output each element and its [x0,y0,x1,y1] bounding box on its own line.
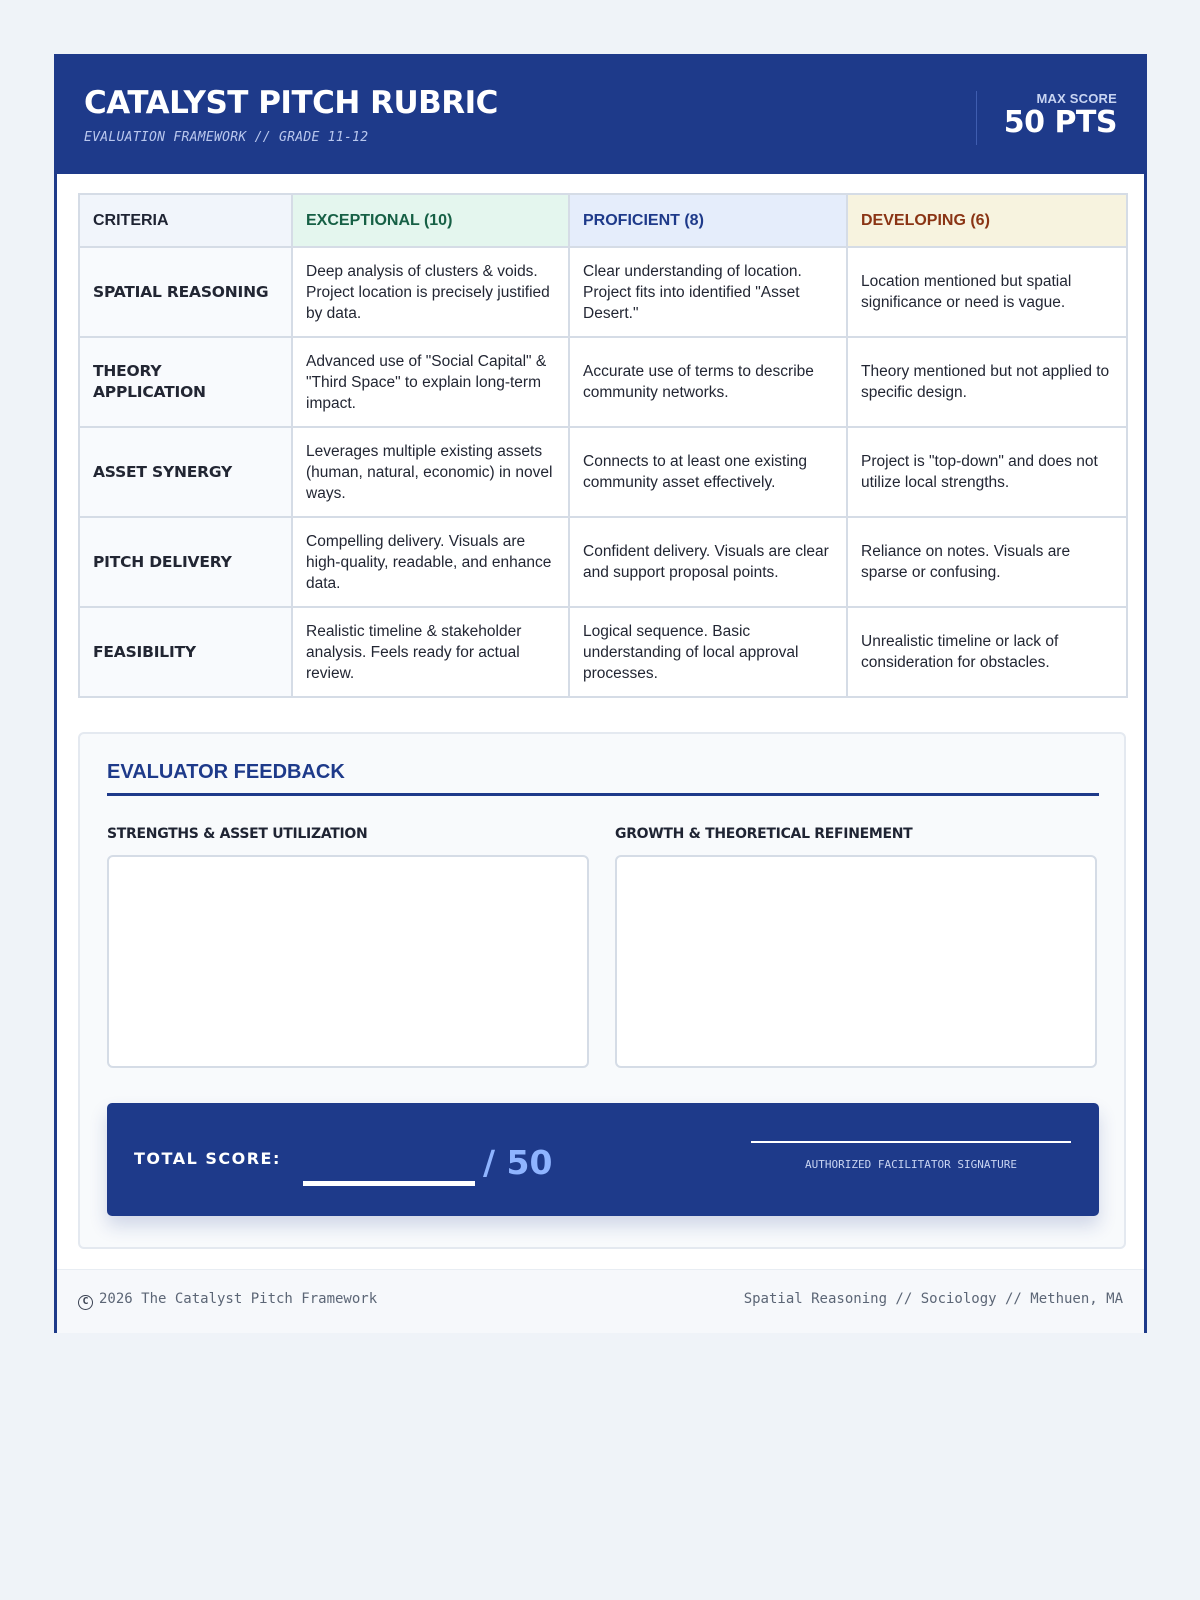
rubric-table [78,193,1128,698]
column-header-exceptional: EXCEPTIONAL (10) [292,194,569,247]
growth-label: GROWTH & THEORETICAL REFINEMENT [615,826,913,842]
max-score-value: 50 PTS [1003,105,1117,140]
max-score-label: MAX SCORE [1036,91,1117,106]
page-title: CATALYST PITCH RUBRIC [84,85,498,121]
page-subtitle: EVALUATION FRAMEWORK // GRADE 11-12 [84,130,369,145]
proficient-cell: Connects to at least one existing community asset effectively. [569,427,847,517]
signature-label: AUTHORIZED FACILITATOR SIGNATURE [805,1158,1017,1171]
exceptional-cell: Advanced use of "Social Capital" & "Third Space" to explain long-term impact. [292,337,569,427]
criteria-cell: FEASIBILITY [79,607,292,697]
proficient-cell: Logical sequence. Basic understanding of local approval processes. [569,607,847,697]
signature-line[interactable] [751,1141,1071,1143]
total-score-input[interactable] [303,1180,475,1186]
column-header-criteria: CRITERIA [79,194,292,247]
table-row [79,247,1127,337]
total-score-bar [107,1103,1099,1216]
developing-cell: Theory mentioned but not applied to specific design. [847,337,1127,427]
max-score-box [976,91,1117,145]
criteria-cell: SPATIAL REASONING [79,247,292,337]
header-banner [57,57,1144,174]
criteria-cell: THEORY APPLICATION [79,337,292,427]
proficient-cell: Confident delivery. Visuals are clear and support proposal points. [569,517,847,607]
column-header-developing: DEVELOPING (6) [847,194,1127,247]
strengths-input[interactable] [107,855,589,1068]
copyright-text: 2026 The Catalyst Pitch Framework [99,1291,378,1307]
criteria-cell: PITCH DELIVERY [79,517,292,607]
developing-cell: Project is "top-down" and does not utilize local strengths. [847,427,1127,517]
evaluator-feedback-panel [78,732,1126,1249]
table-row [79,607,1127,697]
exceptional-cell: Deep analysis of clusters & voids. Project location is precisely justified by data. [292,247,569,337]
footer [57,1269,1144,1333]
total-score-label: TOTAL SCORE: [134,1149,281,1168]
total-score-max: / 50 [483,1143,553,1182]
feedback-title: EVALUATOR FEEDBACK [107,761,1099,796]
growth-input[interactable] [615,855,1097,1068]
exceptional-cell: Compelling delivery. Visuals are high-quality, readable, and enhance data. [292,517,569,607]
rubric-sheet [54,54,1147,1333]
table-row [79,517,1127,607]
strengths-section [107,826,589,1068]
exceptional-cell: Realistic timeline & stakeholder analysis. Feels ready for actual review. [292,607,569,697]
growth-section [615,826,1097,1068]
developing-cell: Location mentioned but spatial significance or need is vague. [847,247,1127,337]
criteria-cell: ASSET SYNERGY [79,427,292,517]
footer-copyright [78,1291,377,1310]
copyright-icon: C [78,1295,93,1310]
exceptional-cell: Leverages multiple existing assets (human, natural, economic) in novel ways. [292,427,569,517]
table-header-row [79,194,1127,247]
table-row [79,337,1127,427]
strengths-label: STRENGTHS & ASSET UTILIZATION [107,826,368,842]
proficient-cell: Clear understanding of location. Project fits into identified "Asset Desert." [569,247,847,337]
column-header-proficient: PROFICIENT (8) [569,194,847,247]
proficient-cell: Accurate use of terms to describe community networks. [569,337,847,427]
developing-cell: Unrealistic timeline or lack of consideration for obstacles. [847,607,1127,697]
developing-cell: Reliance on notes. Visuals are sparse or confusing. [847,517,1127,607]
table-row [79,427,1127,517]
footer-tags: Spatial Reasoning // Sociology // Methuen, MA [743,1291,1123,1307]
